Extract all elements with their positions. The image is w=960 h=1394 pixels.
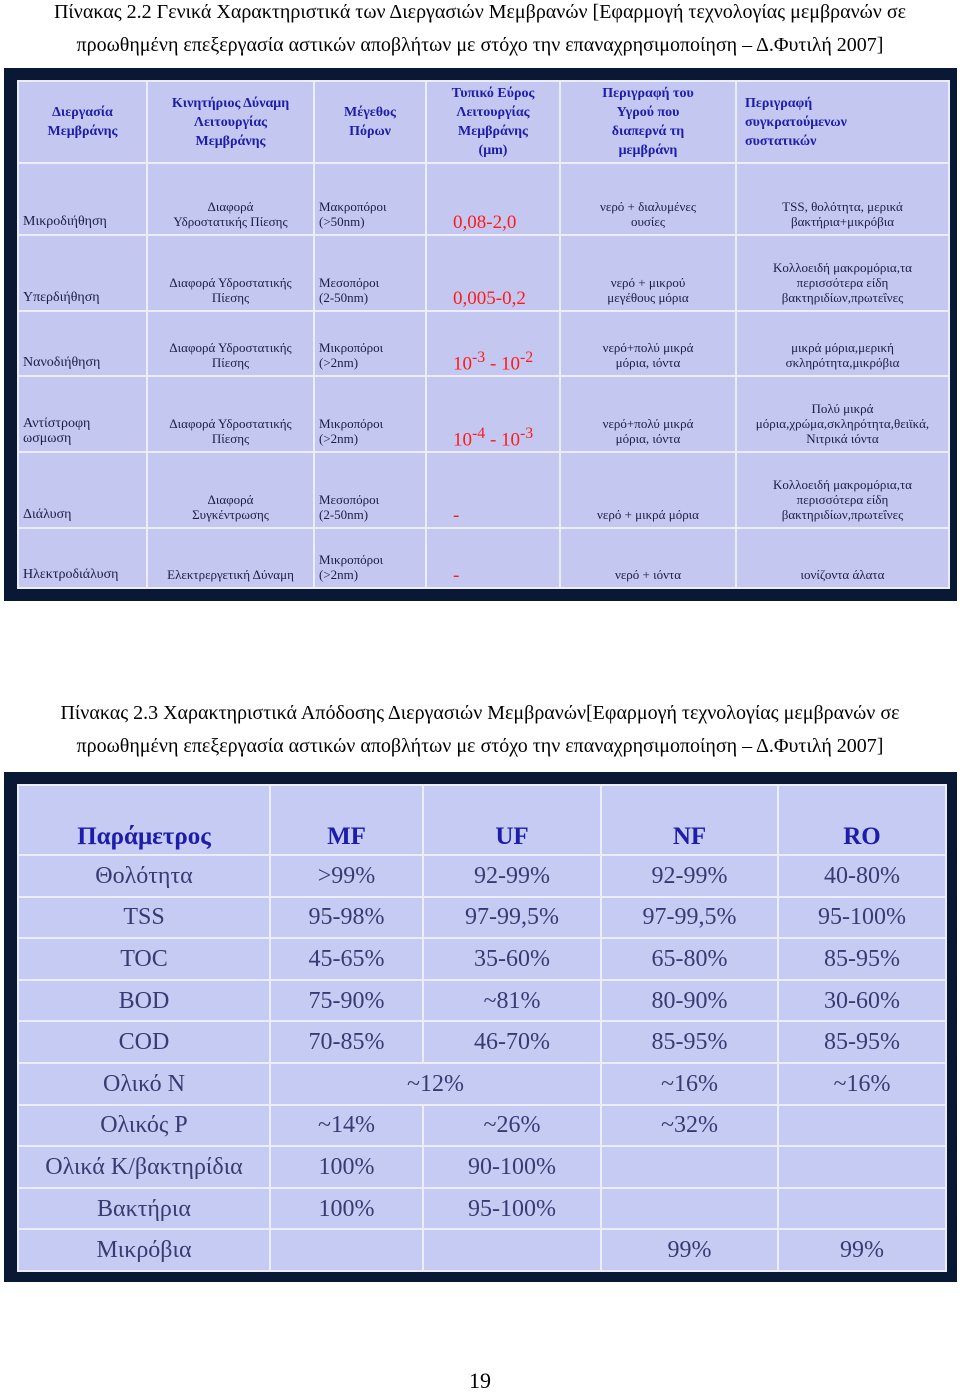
- table-cell-permeate: [560, 528, 736, 588]
- column-header: [147, 81, 314, 163]
- parameter-name: Θολότητα: [18, 855, 270, 897]
- header-line: Περιγραφή: [745, 95, 813, 111]
- table-row: [18, 855, 946, 897]
- header-line: συστατικών: [745, 133, 817, 149]
- table-cell: 95-100%: [423, 1188, 601, 1230]
- cell-line: μόρια,χρώμα,σκληρότητα,θειϊκά,: [755, 416, 930, 431]
- range-exponent: -4: [472, 424, 486, 442]
- table-row: [18, 311, 949, 376]
- table-row: [18, 897, 946, 939]
- range-separator: -: [485, 429, 502, 450]
- header-line: Μεμβράνης: [47, 124, 118, 139]
- parameter-name: TSS: [18, 897, 270, 939]
- column-header: [314, 81, 426, 163]
- parameter-name: COD: [18, 1021, 270, 1063]
- header-line: διαπερνά τη: [611, 124, 685, 139]
- table-cell-force: [147, 311, 314, 376]
- header-line: Μέγεθος: [344, 105, 396, 120]
- range-value: 10: [453, 429, 472, 450]
- table-cell-process: [18, 528, 147, 588]
- table-cell-permeate: [560, 235, 736, 311]
- cell-line: μεγέθους μόρια: [607, 290, 689, 305]
- cell-line: Μικροπόροι: [319, 416, 384, 431]
- table-cell: 75-90%: [270, 980, 423, 1022]
- table-row: [18, 1021, 946, 1063]
- cell-line: ουσίες: [630, 214, 666, 229]
- table-cell-range: [426, 235, 560, 311]
- header-line: μεμβράνη: [618, 143, 678, 158]
- cell-line: Υδροστατικής Πίεσης: [173, 214, 288, 229]
- cell-line: μικρά μόρια,μερική: [791, 340, 894, 355]
- header-line: (μm): [478, 143, 508, 158]
- table-cell: 100%: [270, 1146, 423, 1188]
- table-row: [18, 163, 949, 235]
- table-header-row: [18, 81, 949, 163]
- cell-line: νερό+πολύ μικρά: [602, 416, 694, 431]
- table-cell: [778, 1188, 946, 1230]
- column-header: Παράμετρος: [18, 785, 270, 855]
- table-cell-retained: [736, 311, 949, 376]
- cell-line: Νανοδιήθηση: [23, 355, 101, 370]
- table-cell-force: [147, 376, 314, 452]
- cell-line: (2-50nm): [319, 290, 369, 305]
- table-cell-force: [147, 528, 314, 588]
- parameter-name: Ολικός P: [18, 1105, 270, 1147]
- table-cell: ~26%: [423, 1105, 601, 1147]
- cell-line: Κολλοειδή μακρομόρια,τα: [773, 260, 912, 275]
- cell-line: Διαφορά Υδροστατικής: [169, 275, 292, 290]
- table-row: [18, 528, 949, 588]
- cell-line: TSS, θολότητα, μερικά: [782, 199, 903, 214]
- cell-line: (2-50nm): [319, 507, 369, 522]
- cell-line: Νιτρικά ιόντα: [806, 431, 879, 446]
- header-line: Λειτουργίας: [193, 114, 268, 130]
- range-separator: -: [485, 353, 502, 374]
- column-header: [426, 81, 560, 163]
- table-cell: 90-100%: [423, 1146, 601, 1188]
- column-header: RO: [778, 785, 946, 855]
- table-cell: [778, 1105, 946, 1147]
- cell-line: (>2nm): [319, 567, 359, 582]
- table-cell: [778, 1146, 946, 1188]
- cell-line: Υπερδιήθηση: [23, 290, 100, 305]
- table-cell-process: [18, 452, 147, 528]
- table-row: [18, 1146, 946, 1188]
- table-cell-range: [426, 311, 560, 376]
- cell-line: μόρια, ιόντα: [615, 431, 681, 446]
- cell-line: Μικροπόροι: [319, 340, 384, 355]
- table-cell: 85-95%: [778, 1021, 946, 1063]
- cell-line: νερό + ιόντα: [614, 567, 682, 582]
- table-cell: 97-99,5%: [601, 897, 778, 939]
- cell-line: Πίεσης: [211, 431, 250, 446]
- table-cell-pore: [314, 528, 426, 588]
- header-line: Μεμβράνης: [458, 124, 528, 139]
- cell-line: νερό + μικρού: [610, 275, 686, 290]
- table-cell: 65-80%: [601, 938, 778, 980]
- table-cell-pore: [314, 163, 426, 235]
- page-number: 19: [469, 1368, 491, 1393]
- cell-line: Μεσοπόροι: [319, 492, 380, 507]
- table-cell: [423, 1229, 601, 1271]
- caption-line: προωθημένη επεξεργασία αστικών αποβλήτων με στόχο την επαναχρησιμοποίηση – Δ.Φυτιλή 2007]: [76, 735, 884, 757]
- cell-line: Πολύ μικρά: [811, 401, 874, 416]
- table-cell-process: [18, 235, 147, 311]
- cell-line: μόρια, ιόντα: [615, 355, 681, 370]
- caption-line: Πίνακας 2.2 Γενικά Χαρακτηριστικά των Διεργασιών Μεμβρανών [Εφαρμογή τεχνολογίας μεμβρανών σε: [53, 1, 907, 23]
- table-cell: 99%: [778, 1229, 946, 1271]
- table-row: [18, 1229, 946, 1271]
- membrane-processes-table: [17, 80, 950, 589]
- table-cell-retained: [736, 528, 949, 588]
- table-cell-retained: [736, 235, 949, 311]
- caption-line: προωθημένη επεξεργασία αστικών αποβλήτων με στόχο την επαναχρησιμοποίηση – Δ.Φυτιλή 2007]: [76, 34, 884, 56]
- cell-line: Μακροπόροι: [319, 199, 387, 214]
- table-cell: 35-60%: [423, 938, 601, 980]
- range-exponent: -3: [472, 348, 486, 366]
- cell-line: (>2nm): [319, 355, 359, 370]
- header-line: Μεμβράνης: [195, 133, 266, 149]
- table-2-3-caption: [0, 697, 960, 763]
- cell-line: (>50nm): [319, 214, 365, 229]
- table-cell-process: [18, 311, 147, 376]
- table-cell-retained: [736, 376, 949, 452]
- column-header: [560, 81, 736, 163]
- table-cell: 95-98%: [270, 897, 423, 939]
- table-cell-pore: [314, 376, 426, 452]
- parameter-name: BOD: [18, 980, 270, 1022]
- table-cell: ~16%: [601, 1063, 778, 1105]
- table-cell: 45-65%: [270, 938, 423, 980]
- cell-line: Μικροδιήθηση: [23, 214, 107, 229]
- table-2-2-caption: [0, 0, 960, 62]
- table-cell: ~12%: [270, 1063, 601, 1105]
- cell-line: νερό + διαλυμένες: [599, 199, 696, 214]
- table-cell: 70-85%: [270, 1021, 423, 1063]
- cell-line: περισσότερα είδη: [796, 492, 889, 507]
- header-line: Υγρού που: [616, 105, 680, 120]
- table-cell: 46-70%: [423, 1021, 601, 1063]
- column-header: [736, 81, 949, 163]
- table-row: [18, 1188, 946, 1230]
- table-cell: 85-95%: [601, 1021, 778, 1063]
- table-cell-force: [147, 163, 314, 235]
- header-line: Κινητήριος Δύναμη: [171, 95, 290, 111]
- cell-line: νερό + μικρά μόρια: [597, 507, 699, 522]
- table-cell-range: [426, 452, 560, 528]
- cell-line: Διαφορά: [207, 199, 254, 214]
- cell-line: Κολλοειδή μακρομόρια,τα: [773, 477, 912, 492]
- table-row: [18, 235, 949, 311]
- cell-line: βακτηριδίων,πρωτεΐνες: [781, 507, 904, 522]
- cell-line: Διαφορά Υδροστατικής: [169, 416, 292, 431]
- cell-line: Πίεσης: [211, 290, 250, 305]
- header-line: Τυπικό Εύρος: [451, 86, 535, 101]
- header-line: Λειτουργίας: [456, 105, 530, 120]
- table-cell-permeate: [560, 311, 736, 376]
- table-row: [18, 1063, 946, 1105]
- table-cell: ~81%: [423, 980, 601, 1022]
- table-cell-permeate: [560, 376, 736, 452]
- table-cell: 92-99%: [423, 855, 601, 897]
- cell-line: Διαφορά: [207, 492, 254, 507]
- cell-line: Διαφορά Υδροστατικής: [169, 340, 292, 355]
- cell-line: βακτήρια+μικρόβια: [790, 214, 895, 229]
- table-cell-process: [18, 376, 147, 452]
- table-cell-process: [18, 163, 147, 235]
- table-cell-permeate: [560, 452, 736, 528]
- cell-line: Ελεκτρεργετική Δύναμη: [167, 567, 294, 582]
- table-cell-force: [147, 452, 314, 528]
- table-cell: 80-90%: [601, 980, 778, 1022]
- cell-line: Ηλεκτροδιάλυση: [23, 567, 119, 582]
- table-cell: [270, 1229, 423, 1271]
- table-row: [18, 376, 949, 452]
- range-value: 10: [453, 353, 472, 374]
- table-cell: 30-60%: [778, 980, 946, 1022]
- cell-line: Μικροπόροι: [319, 552, 384, 567]
- range-value: -: [453, 565, 460, 586]
- table-cell-range: [426, 163, 560, 235]
- cell-line: βακτηριδίων,πρωτεΐνες: [781, 290, 904, 305]
- table-row: [18, 980, 946, 1022]
- parameter-name: Βακτήρια: [18, 1188, 270, 1230]
- range-value: 0,08-2,0: [453, 212, 517, 233]
- table-2-2-frame: [4, 68, 957, 601]
- header-line: Πόρων: [349, 124, 391, 139]
- table-cell-pore: [314, 235, 426, 311]
- table-cell: [601, 1146, 778, 1188]
- parameter-name: TOC: [18, 938, 270, 980]
- table-cell-range: [426, 528, 560, 588]
- cell-line: Πίεσης: [211, 355, 250, 370]
- table-cell: 92-99%: [601, 855, 778, 897]
- membrane-performance-table: [17, 784, 947, 1272]
- cell-line: Συγκέντρωσης: [192, 507, 269, 522]
- header-line: Διεργασία: [52, 105, 113, 120]
- table-row: [18, 938, 946, 980]
- range-value: 0,005-0,2: [453, 288, 526, 309]
- table-row: [18, 1105, 946, 1147]
- table-cell-pore: [314, 452, 426, 528]
- range-exponent: -3: [520, 424, 534, 442]
- table-2-3-frame: [4, 772, 957, 1282]
- table-cell: ~14%: [270, 1105, 423, 1147]
- table-cell: [601, 1188, 778, 1230]
- cell-line: ωσμωση: [23, 431, 72, 446]
- parameter-name: Ολικό N: [18, 1063, 270, 1105]
- range-value: 10: [501, 353, 521, 374]
- table-cell: 40-80%: [778, 855, 946, 897]
- range-value: -: [453, 505, 460, 526]
- table-cell: 97-99,5%: [423, 897, 601, 939]
- table-cell: ~16%: [778, 1063, 946, 1105]
- cell-line: (>2nm): [319, 431, 359, 446]
- table-cell: 100%: [270, 1188, 423, 1230]
- table-cell-force: [147, 235, 314, 311]
- table-cell-permeate: [560, 163, 736, 235]
- table-cell-retained: [736, 163, 949, 235]
- cell-line: ιονίζοντα άλατα: [800, 567, 885, 582]
- table-cell: 85-95%: [778, 938, 946, 980]
- table-header-row: [18, 785, 946, 855]
- table-cell-retained: [736, 452, 949, 528]
- table-cell: 95-100%: [778, 897, 946, 939]
- table-row: [18, 452, 949, 528]
- parameter-name: Μικρόβια: [18, 1229, 270, 1271]
- column-header: MF: [270, 785, 423, 855]
- column-header: [18, 81, 147, 163]
- cell-line: Μεσοπόροι: [319, 275, 380, 290]
- cell-line: Αντίστροφη: [23, 416, 91, 431]
- table-cell: ~32%: [601, 1105, 778, 1147]
- cell-line: νερό+πολύ μικρά: [602, 340, 694, 355]
- column-header: UF: [423, 785, 601, 855]
- header-line: Περιγραφή του: [602, 86, 694, 101]
- cell-line: σκληρότητα,μικρόβια: [785, 355, 900, 370]
- column-header: NF: [601, 785, 778, 855]
- table-cell: >99%: [270, 855, 423, 897]
- header-line: συγκρατούμενων: [745, 114, 847, 130]
- cell-line: περισσότερα είδη: [796, 275, 889, 290]
- parameter-name: Ολικά Κ/βακτηρίδια: [18, 1146, 270, 1188]
- range-value: 10: [501, 429, 521, 450]
- table-cell: 99%: [601, 1229, 778, 1271]
- table-cell-range: [426, 376, 560, 452]
- cell-line: Διάλυση: [23, 507, 72, 522]
- table-cell-pore: [314, 311, 426, 376]
- caption-line: Πίνακας 2.3 Χαρακτηριστικά Απόδοσης Διεργασιών Μεμβρανών[Εφαρμογή τεχνολογίας μεμβρανών σε: [60, 702, 900, 724]
- range-exponent: -2: [520, 348, 534, 366]
